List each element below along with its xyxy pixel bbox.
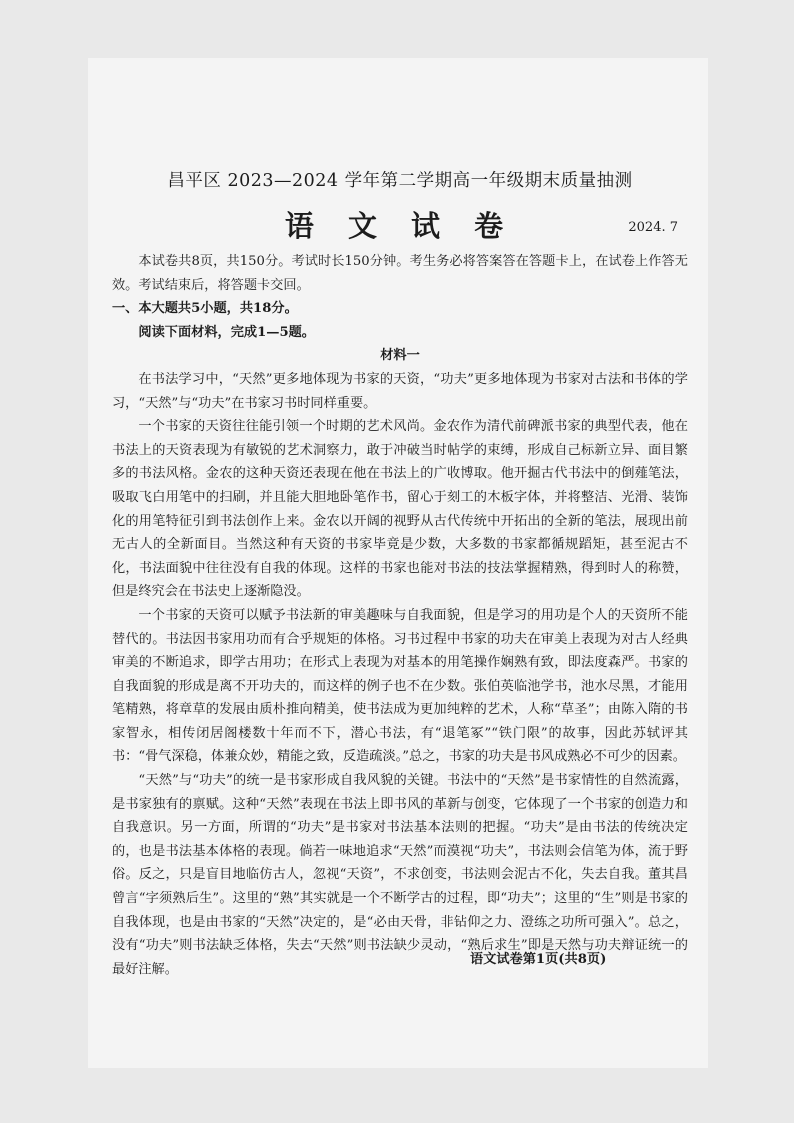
material-paragraph-2: 一个书家的天资往往能引领一个时期的艺术风尚。金农作为清代前碑派书家的典型代表，他在书法上的天资表现为有敏锐的艺术洞察力，敢于冲破当时帖学的束缚，形成自己标新立异、面目繁多的书法风格。金农的这种天资还表现在他在书法上的广收博取。他开掘古代书法中的倒薤笔法，吸取飞白用笔中的扫刷，并且能大胆地卧笔作书，留心于刻工的木板字体，并将整洁、光滑、装饰化的用笔特征引到书法创作上来。金农以开阔的视野从古代传统中开拓出的全新的笔法，展现出前无古人的全新面目。当然这种有天资的书家毕竟是少数，大多数的书家都循规蹈矩，甚至泥古不化，书法面貌中往往没有自我的体现。这样的书家也能对书法的技法掌握精熟，得到时人的称赞，但是终究会在书法史上逐渐隐没。 bbox=[112, 419, 688, 600]
material-paragraph-3: 一个书家的天资可以赋予书法新的审美趣味与自我面貌，但是学习的用功是个人的天资所不能替代的。书法因书家用功而有合乎规矩的体格。习书过程中书家的功夫在审美上表现为对古人经典审美的不断追求，即学古用功；在形式上表现为对基本的用笔操作娴熟有致，即法度森严。书家的自我面貌的形成是离不开功夫的，而这样的例子也不在少数。张伯英临池学书，池水尽黑，才能用笔精熟，将章草的发展由质朴推向精美，使书法成为更加纯粹的艺术，人称“草圣”；由陈入隋的书家智永，相传闭居阁楼数十年而不下，潜心书法，有“退笔冢”“铁门限”的故事，因此苏轼评其书：“骨气深稳，体兼众妙，精能之致，反造疏淡。”总之，书家的功夫是书风成熟必不可少的因素。 bbox=[112, 607, 688, 765]
material-paragraph-1: 在书法学习中，“天然”更多地体现为书家的天资，“功夫”更多地体现为书家对古法和书体的学习，“天然”与“功夫”在书家习书时同样重要。 bbox=[112, 371, 688, 411]
subject-title: 语 文 试 卷 bbox=[284, 209, 516, 243]
exam-date: 2024. 7 bbox=[628, 220, 678, 235]
page-content bbox=[112, 170, 688, 981]
title-row bbox=[112, 198, 688, 250]
material-one-title: 材料一 bbox=[380, 348, 420, 364]
section-one-directive: 阅读下面材料，完成1—5题。 bbox=[138, 324, 315, 340]
material-paragraph-4: “天然”与“功夫”的统一是书家形成自我风貌的关键。书法中的“天然”是书家情性的自然流露，是书家独有的禀赋。这种“天然”表现在书法上即书风的革新与创变，它体现了一个书家的创造力和自我意识。另一方面，所谓的“功夫”是书家对书法基本法则的把握。“功夫”是由书法的传统决定的，也是书法基本体格的表现。倘若一味地追求“天然”而漠视“功夫”，书法则会信笔为体，流于野俗。反之，只是盲目地临仿古人，忽视“天资”，不求创变，书法则会泥古不化，失去自我。董其昌曾言“字须熟后生”。这里的“熟”其实就是一个不断学古的过程，即“功夫”；这里的“生”则是书家的自我体现，也是由书家的“天然”决定的，是“必由天骨，非钻仰之力、澄练之功所可强入”。总之，没有“功夫”则书法缺乏体格，失去“天然”则书法缺少灵动，“熟后求生”即是天然与功夫辩证统一的最好注解。 bbox=[112, 773, 688, 977]
page-footer: 语文试卷第1页(共8页) bbox=[470, 952, 607, 967]
exam-header-title: 昌平区 2023—2024 学年第二学期高一年级期末质量抽测 bbox=[167, 171, 633, 191]
section-one-heading: 一、本大题共5小题，共18分。 bbox=[112, 301, 298, 317]
exam-instructions: 本试卷共8页，共150分。考试时长150分钟。考生务必将答案答在答题卡上，在试卷上作答无效。考试结束后，将答题卡交回。 bbox=[112, 254, 688, 293]
